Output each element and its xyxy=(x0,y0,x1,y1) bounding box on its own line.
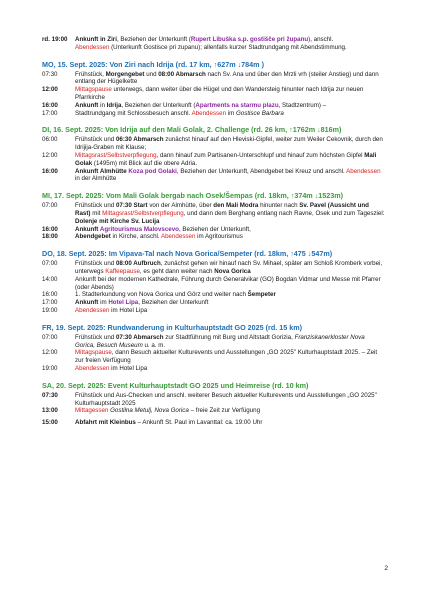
schedule-row xyxy=(42,365,386,373)
text: Frühstück, xyxy=(75,70,106,78)
day-heading-do: DO, 18. Sept. 2025: Im Vipava-Tal nach Nova Gorica/Sempeter (rd. 18km, ↑475 ↓547m) xyxy=(42,249,333,259)
time: 17:00 xyxy=(42,109,58,117)
text: Ankunft xyxy=(75,101,99,109)
text: Abendessen xyxy=(75,364,110,372)
description xyxy=(75,407,386,415)
text: Franziskanerkloster Nova Gorica, Besuch Museum xyxy=(75,333,365,349)
text: zur Stadtführung mit Burg und Altstadt Gorizia, xyxy=(163,333,295,341)
text: in Kirche, anschl. xyxy=(110,233,161,241)
text: Mittagspause xyxy=(75,86,112,94)
description xyxy=(75,226,386,234)
description xyxy=(75,299,386,307)
text: ), anschl. xyxy=(308,36,334,43)
description xyxy=(75,307,386,315)
text: mit xyxy=(90,209,103,217)
text: und xyxy=(144,70,159,78)
text: Ankunft xyxy=(75,299,99,307)
text: im Hotel Lipa xyxy=(109,306,148,314)
text: Frühstück und xyxy=(75,260,116,268)
text: Dolenje mit Kirche Sv. Lucija xyxy=(75,217,160,225)
schedule-row xyxy=(42,102,386,110)
description xyxy=(75,419,386,427)
text: Abendessen xyxy=(75,306,110,314)
schedule-row xyxy=(42,334,386,350)
schedule-row xyxy=(42,276,386,292)
text: (1495m) mit Blick auf die obere Adria. xyxy=(92,159,198,167)
description xyxy=(75,233,386,241)
time: 07:00 xyxy=(42,333,58,341)
text: Šempeter xyxy=(247,291,276,299)
description xyxy=(75,349,386,365)
text: Mittagessen xyxy=(75,407,109,415)
dinner-text: Abendessen xyxy=(75,43,110,51)
day-heading-sa: SA, 20. Sept. 2025: Event Kulturhauptstadt GO 2025 und Heimreise (rd. 10 km) xyxy=(42,380,309,390)
time: 14:00 xyxy=(42,275,58,283)
schedule-row xyxy=(42,307,386,315)
schedule-row xyxy=(42,152,386,168)
text: 07:30 Start xyxy=(115,202,148,210)
description xyxy=(75,291,386,299)
text: im Hotel Lipa xyxy=(109,364,148,372)
time: 12:00 xyxy=(42,349,58,357)
text: – Ankunft St. Paul im Lavanttal: ca. 19:00 Uhr xyxy=(135,419,263,427)
time: 07:30 xyxy=(42,70,58,78)
text: , Beziehen der Unterkunft xyxy=(138,299,209,307)
schedule-row xyxy=(42,419,386,427)
description: Frühstück und Aus-Checken und anschl. weiterer Besuch aktueller Kulturevents und Ausstellungen „GO 2025" Kulturhauptstadt 2025 xyxy=(75,391,377,407)
schedule-row xyxy=(42,202,386,225)
text: (Unterkunft Gostisce pri zupanu); allenfalls kurzer Stadtrundgang mit Abendstimmung. xyxy=(109,43,347,51)
description xyxy=(75,202,386,225)
description xyxy=(75,365,386,373)
text: Sv. Pavel (Aussicht und Rast) xyxy=(75,202,369,217)
schedule-row xyxy=(42,407,386,415)
text: von der Almhütte, über xyxy=(147,202,214,210)
time: 07:00 xyxy=(42,260,58,268)
day-heading-mi: MI, 17. Sept. 2025: Vom Mali Golak bergab nach Osek/Šempas (rd. 18km, ↑374m ↓1523m) xyxy=(42,191,344,201)
time: 06:00 xyxy=(42,136,58,144)
schedule-row xyxy=(42,226,386,234)
lodging-name: Rupert Libuška s.p. gostišče pri županu xyxy=(190,36,309,43)
schedule-row xyxy=(42,233,386,241)
time: rd. 19:00 xyxy=(42,36,68,43)
time: 17:00 xyxy=(42,299,58,307)
description xyxy=(75,86,386,102)
itinerary-content xyxy=(42,36,386,427)
description xyxy=(75,71,386,87)
arrival-text: Ankunft in Ziri xyxy=(75,36,117,43)
text: Morgengebet xyxy=(105,70,145,78)
text: Ankunft xyxy=(75,225,100,233)
time: 16:00 xyxy=(42,291,58,299)
description xyxy=(75,334,386,350)
text: , dann hinauf zum Partisanen-Unterschlupf und hinauf zum höchsten Gipfel xyxy=(156,151,365,159)
text: Mittagsrast/Selbstverpflegung xyxy=(75,151,157,159)
time: 07:30 xyxy=(42,391,58,399)
time: 13:00 xyxy=(42,407,58,415)
schedule-row xyxy=(42,168,386,184)
text: Agritourismus Malovscevo xyxy=(99,225,179,233)
text: – freie Zeit zur Verfügung xyxy=(188,407,261,415)
text: , Beziehen der Unterkunft ( xyxy=(121,101,196,109)
text: Abendessen xyxy=(191,109,227,117)
text: zunächst hinauf auf den Hleviski-Gipfel, weiter zum Weiler Cekovnik, durch den Idrijija-Graben mit Klause; xyxy=(75,136,383,152)
text: im xyxy=(98,299,109,307)
time: 15:00 xyxy=(42,419,58,427)
text: nach Sv. Ana und über den Mrzli vrh (steiler Anstieg) und dann entlang der Hügelkette xyxy=(75,70,379,86)
text: 08:00 Aufbruch xyxy=(115,260,161,268)
time: 19:00 xyxy=(42,364,58,372)
text: Ankunft Almhütte xyxy=(75,167,129,175)
description xyxy=(75,36,386,52)
description: Ankunft bei der modernen Kathedrale, Führung durch Generalvikar (GO) Bogdan Vidmar und Messe mit Pfarrer (oder Abends) xyxy=(75,275,381,291)
description xyxy=(75,136,386,152)
day-heading-di: DI, 16. Sept. 2025: Von Idrija auf den Mali Golak, 2. Challenge (rd. 26 km, ↑1762m ↓816m) xyxy=(42,125,342,135)
text: , Beziehen der Unterkunft, Abendgebet bei Kreuz und anschl. xyxy=(176,167,347,175)
text: , Beziehen der Unterkunft ( xyxy=(116,36,191,43)
text: Hotel Lipa xyxy=(108,299,139,307)
intro-row xyxy=(42,36,386,52)
text: , zunächst gehen wir hinauf nach Sv. Mihael, später am Schloß Kromberk vorbei, unterwegs xyxy=(75,260,383,275)
text: , Stadtzentrum) – xyxy=(278,101,327,109)
description xyxy=(75,152,386,168)
text: Abfahrt mit Kleinbus xyxy=(75,419,136,427)
time: 16:00 xyxy=(42,101,58,109)
time: 19:00 xyxy=(42,306,58,314)
schedule-row xyxy=(42,110,386,118)
schedule-row xyxy=(42,71,386,87)
text: , und dann dem Berghang entlang nach Ravne, Osek und zum Tagesziel: xyxy=(183,209,385,217)
text: Mittagsrast/Selbstverpflegung xyxy=(102,209,184,217)
text: Abendessen xyxy=(346,167,381,175)
text: Abendessen xyxy=(160,233,196,241)
description xyxy=(75,110,386,118)
time: 12:00 xyxy=(42,86,58,94)
text: Stadtrundgang mit Schlossbesuch anschl. xyxy=(75,109,192,117)
time: 16:00 xyxy=(42,167,58,175)
text: hinunter nach xyxy=(258,202,300,210)
time: 16:00 xyxy=(42,225,58,233)
text: Mali Golak xyxy=(75,151,377,167)
schedule-row xyxy=(42,349,386,365)
description xyxy=(75,102,386,110)
text: den Mali Modra xyxy=(213,202,259,210)
text: in der Almhütte xyxy=(75,175,117,183)
text: Idrija xyxy=(106,101,122,109)
text: im xyxy=(226,109,236,117)
text: Nova Gorica xyxy=(214,267,251,275)
day-heading-fr: FR, 19. Sept. 2025: Rundwanderung in Kulturhauptstadt GO 2025 (rd. 15 km) xyxy=(42,322,302,332)
text: , Beziehen der Unterkunft, xyxy=(178,225,251,233)
time: 07:00 xyxy=(42,202,58,210)
description xyxy=(75,260,386,276)
text: Frühstück und xyxy=(75,202,116,210)
text: , es geht dann weiter nach xyxy=(139,267,215,275)
time: 18:00 xyxy=(42,233,58,241)
schedule-row xyxy=(42,291,386,299)
description xyxy=(75,168,386,184)
text: Mittagspause xyxy=(75,349,112,357)
text: 08:00 Abmarsch xyxy=(158,70,206,78)
schedule-row xyxy=(42,86,386,102)
schedule-row xyxy=(42,136,386,152)
text: in xyxy=(98,101,107,109)
text: unterwegs, dann weiter über die Hügel und den Wandersteig hinunter nach Idrija zur neuen Pfarrkirche xyxy=(75,86,364,101)
text: Frühstück und xyxy=(75,136,116,144)
text: Frühstück und xyxy=(75,333,116,341)
schedule-row xyxy=(42,392,386,408)
text: u. a. m. xyxy=(142,341,166,349)
schedule-row xyxy=(42,260,386,276)
text: 06:30 Abmarsch xyxy=(115,136,164,144)
schedule-row xyxy=(42,299,386,307)
text: , dann Besuch aktueller Kulturevents und Ausstellungen „GO 2025" Kulturhauptstadt 2025. – Zeit zur freien Verfügung xyxy=(75,349,378,365)
text: Apartments na starmu plazu xyxy=(195,101,279,109)
text: im Agritourismus xyxy=(195,233,243,241)
text: 1. Stadterkundung von Nova Gorica und Görz und weiter nach xyxy=(75,291,248,299)
day-heading-mo: MO, 15. Sept. 2025: Von Ziri nach Idrija (rd. 17 km, ↑627m ↓784m ) xyxy=(42,59,264,69)
text: Gostilna Metulj, Nova Gorica xyxy=(108,407,189,415)
page-number: 2 xyxy=(384,565,388,572)
time: 12:00 xyxy=(42,151,58,159)
text: Abendgebet xyxy=(75,233,111,241)
text: Kaffeepause xyxy=(105,267,140,275)
text: 07:30 Abmarsch xyxy=(115,333,164,341)
text: Koza pod Golaki xyxy=(128,167,177,175)
text: Gostisce Barbara xyxy=(235,109,284,117)
